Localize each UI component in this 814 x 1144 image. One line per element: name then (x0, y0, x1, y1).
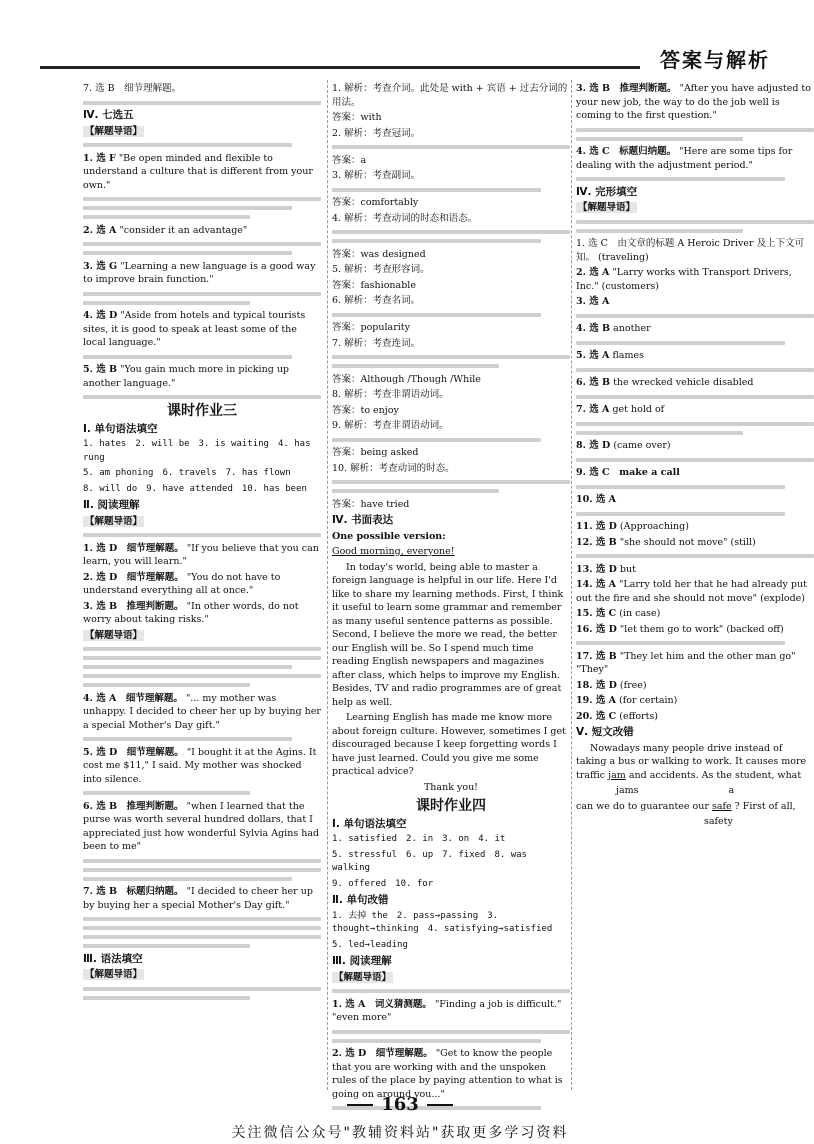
answer-item: 3. 选 B 推理判断题。 "In other words, do not worry about taking risks." (83, 600, 299, 625)
correction-passage: Nowadays many people drive instead of taking a bus or walking to work. It causes more traffic jam and accidents. As the student, what (576, 742, 807, 781)
answer-item: 10. 选 A (576, 494, 617, 505)
answer-item: 5. 选 B "You gain much more in picking up another language." (83, 364, 290, 389)
answer-item: 4. 解析：考查动词的时态和语态。 (332, 212, 478, 224)
answer-item: 2. 选 A "consider it an advantage" (83, 224, 248, 236)
answer-item: 13. 选 D but (576, 563, 636, 575)
answer-row: 9. offered 10. for (332, 878, 434, 889)
answer-item: 7. 选 B 标题归纳题。 "I decided to cheer her up by buying her a special Mother's Day gift." (83, 886, 313, 911)
answer-item: 17. 选 B "They let him and the other man go" "They" (576, 650, 796, 675)
guide-label: 【解题导语】 (334, 971, 392, 983)
footer-banner: 关注微信公众号"教辅资料站"获取更多学习资料 (231, 1125, 569, 1141)
answer-item: 3. 选 B 推理判断题。 "After you have adjusted to your new job, the way to do the job well is coming to the first question." (576, 83, 811, 121)
essay-paragraph: Learning English has made me know more about foreign culture. However, sometimes I get discouraged because I keep forgetting words I have just learned. Could you give me some practical advice? (332, 712, 566, 777)
answer-value: 答案：fashionable (332, 279, 416, 291)
answer-item: 4. 选 A 细节理解题。 "... my mother was unhappy. I decided to cheer her up by buying her a special Mother's Day gift." (83, 692, 321, 731)
guide-label: 【解题导语】 (85, 515, 143, 527)
answer-item: 3. 解析：考查副词。 (332, 170, 421, 181)
page-number: 163 (0, 1094, 800, 1115)
answer-item: 12. 选 B "she should not move" (still) (576, 536, 756, 548)
essay-closing: Thank you! (423, 781, 479, 793)
correction-passage: can we do to guarantee our safe ? First of all, (576, 800, 796, 812)
guide-label: 【解题导语】 (578, 202, 636, 213)
answer-item: 1. 解析：考查介词。此处是 with + 宾语 + 过去分词的用法。 (332, 83, 568, 108)
answer-value: 答案：with (332, 112, 382, 123)
answer-item: 18. 选 D (free) (576, 679, 647, 691)
answer-item: 6. 解析：考查名词。 (332, 295, 421, 306)
column-left (83, 80, 321, 1004)
section-heading: Ⅳ. 书面表达 (332, 514, 394, 526)
section-heading: Ⅰ. 单句语法填空 (332, 817, 407, 830)
lesson-title: 课时作业三 (167, 403, 237, 419)
answer-item: 4. 选 B another (576, 323, 651, 334)
essay-greeting: Good morning, everyone! (332, 546, 455, 557)
answer-item: 15. 选 C (in case) (576, 608, 661, 619)
answer-item: 3. 选 G "Learning a new language is a good way to improve brain function." (83, 260, 316, 285)
guide-label: 【解题导语】 (85, 125, 143, 137)
header-title: 答案与解析 (660, 48, 770, 72)
answer-item: 2. 选 D 细节理解题。 "You do not have to understand everything all at once." (83, 571, 281, 596)
answer-item: 7. 选 A get hold of (576, 404, 665, 415)
answer-item: 2. 选 D 细节理解题。 "Get to know the people that you are working with and the unspoken rules of the place by paying attention to what is going on around you..." (332, 1048, 563, 1100)
answer-item: 1. 选 F "Be open minded and flexible to understand a culture that is different from your own." (83, 152, 313, 191)
answer-item: 7. 选 B 细节理解题。 (83, 83, 182, 94)
answer-item: 7. 解析：考查连词。 (332, 337, 421, 349)
answer-item: 3. 选 A (576, 296, 610, 307)
answer-item: 9. 解析：考查非谓语动词。 (332, 420, 449, 431)
answer-item: 19. 选 A (for certain) (576, 695, 678, 706)
answer-value: 答案：popularity (332, 322, 410, 333)
answer-item: 16. 选 D "let them go to work" (backed off) (576, 623, 784, 635)
correction-word: safe (711, 800, 732, 812)
answer-item: 11. 选 D (Approaching) (576, 521, 689, 532)
column-divider (327, 80, 328, 1090)
column-middle (332, 80, 570, 1115)
answer-item: 6. 选 B the wrecked vehicle disabled (576, 377, 754, 388)
answer-value: 答案：to enjoy (332, 404, 399, 416)
answer-item: 6. 选 B 推理判断题。 "when I learned that the purse was worth several hundred dollars, that I appreciated just how wonderful Sylvia Agins had been to me" (83, 800, 320, 852)
essay-label: One possible version: (332, 530, 446, 542)
answer-row: 5. stressful 6. up 7. fixed 8. was walking (332, 849, 527, 873)
answer-row: 1. 去掉 the 2. pass→passing 3. thought→thinking 4. satisfying→satisfied (332, 910, 553, 934)
correction-word: jam (608, 769, 626, 781)
answer-item: 4. 选 D "Aside from hotels and typical tourists sites, it is good to speak at least some of the local language." (83, 310, 306, 348)
section-heading: Ⅲ. 阅读理解 (332, 955, 392, 967)
column-divider (571, 80, 572, 1090)
section-heading: Ⅲ. 语法填空 (83, 952, 143, 965)
correction-insert: safety (704, 816, 733, 827)
answer-item: 2. 解析：考查冠词。 (332, 127, 421, 139)
answer-item: 5. 解析：考查形容词。 (332, 264, 430, 275)
answer-row: 1. satisfied 2. in 3. on 4. it (332, 834, 506, 844)
answer-item: 4. 选 C 标题归纳题。 "Here are some tips for dealing with the adjustment period." (576, 146, 793, 171)
answer-value: 答案：comfortably (332, 197, 419, 208)
page-header (0, 0, 800, 70)
answer-row: 1. hates 2. will be 3. is waiting 4. has rung (83, 439, 311, 463)
answer-value: 答案：was designed (332, 248, 426, 260)
answer-item: 8. 选 D (came over) (576, 440, 671, 451)
section-heading: Ⅱ. 阅读理解 (83, 499, 140, 511)
answer-item: 9. 选 C make a call (576, 467, 680, 478)
answer-item: 14. 选 A "Larry told her that he had already put out the fire and she should not move" (explode) (576, 579, 807, 604)
answer-item: 5. 选 A flames (576, 350, 644, 361)
answer-item: 20. 选 C (efforts) (576, 710, 658, 722)
answer-item: 1. 选 A 词义猜测题。 "Finding a job is difficult." "even more" (332, 998, 562, 1023)
answer-value: 答案：Although /Though /While (332, 373, 481, 385)
header-rule (40, 66, 640, 69)
lesson-title: 课时作业四 (416, 798, 486, 814)
answer-row: 8. will do 9. have attended 10. has been (83, 483, 307, 494)
answer-item: 8. 解析：考查非谓语动词。 (332, 389, 449, 400)
section-heading: Ⅱ. 单句改错 (332, 894, 389, 906)
section-heading: Ⅳ. 完形填空 (576, 185, 638, 198)
section-heading: Ⅰ. 单句语法填空 (83, 422, 158, 435)
answer-item: 10. 解析：考查动词的时态。 (332, 462, 455, 474)
section-heading: Ⅴ. 短文改错 (576, 726, 634, 738)
answer-item: 1. 选 C 由文章的标题 A Heroic Driver 及上下文可知。 (traveling) (576, 238, 805, 263)
answer-item: 1. 选 D 细节理解题。 "If you believe that you can learn, you will learn." (83, 542, 319, 567)
guide-label: 【解题导语】 (85, 629, 143, 641)
guide-label: 【解题导语】 (85, 969, 143, 980)
answer-item: 5. 选 D 细节理解题。 "I bought it at the Agins. It cost me $11," I said. My mother was shocked into silence. (83, 746, 317, 785)
answer-row: 5. am phoning 6. travels 7. has flown (83, 468, 291, 478)
column-right (576, 80, 814, 831)
answer-value: 答案：being asked (332, 447, 419, 458)
answer-row: 5. led→leading (332, 939, 408, 950)
correction-insert: jams a (616, 785, 735, 796)
section-heading: Ⅳ. 七选五 (83, 109, 134, 121)
answer-value: 答案：a (332, 154, 367, 166)
answer-value: 答案：have tried (332, 498, 410, 510)
essay-paragraph: In today's world, being able to master a foreign language is helpful in our life. Here I'd like to share my learning methods. First, I think it useful to learn some grammar and remember as many useful sentence patterns as possible. Second, I believe the more we read, the better our English will be. So I spend much time reading English newspapers and magazines after class, which helps to improve my English. Besides, TV and radio programmes are of great help as well. (332, 561, 564, 708)
answer-item: 2. 选 A "Larry works with Transport Drivers, Inc." (customers) (576, 267, 792, 292)
